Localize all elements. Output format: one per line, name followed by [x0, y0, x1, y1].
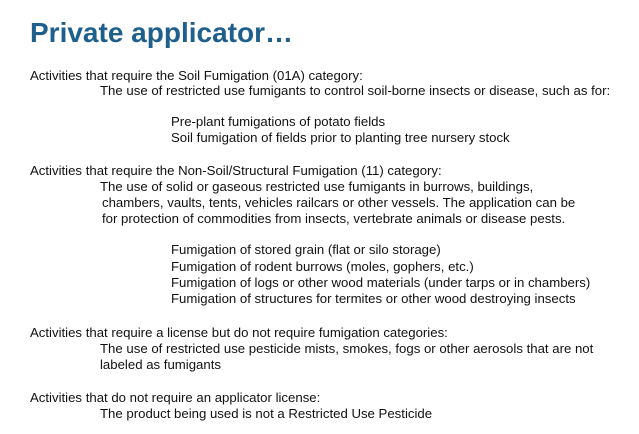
section-heading-non-soil-fumigation: Activities that require the Non-Soil/Structural Fumigation (11) category:	[30, 163, 442, 178]
section-description-line: The use of restricted use pesticide mists, smokes, fogs or other aerosols that are not	[100, 341, 594, 356]
section-heading-license-no-fumigation: Activities that require a license but do not require fumigation categories:	[30, 325, 448, 340]
list-item: Pre-plant fumigations of potato fields	[171, 114, 386, 129]
list-item: Soil fumigation of fields prior to planting tree nursery stock	[171, 130, 510, 145]
list-item: Fumigation of rodent burrows (moles, gophers, etc.)	[171, 259, 474, 274]
list-item: Fumigation of logs or other wood materials (under tarps or in chambers)	[171, 275, 591, 290]
section-heading-no-license: Activities that do not require an applicator license:	[30, 390, 321, 405]
section-description-no-license: The product being used is not a Restricted Use Pesticide	[100, 406, 433, 421]
list-item: Fumigation of stored grain (flat or silo storage)	[171, 242, 441, 257]
section-description-line: The use of solid or gaseous restricted use fumigants in burrows, buildings,	[100, 179, 534, 194]
section-description-line: for protection of commodities from insects, vertebrate animals or disease pests.	[102, 211, 566, 226]
section-description-line: chambers, vaults, tents, vehicles railcars or other vessels. The application can be	[102, 195, 576, 210]
section-heading-soil-fumigation: Activities that require the Soil Fumigation (01A) category:	[30, 68, 363, 83]
list-item: Fumigation of structures for termites or other wood destroying insects	[171, 291, 576, 306]
section-description-soil-fumigation: The use of restricted use fumigants to control soil-borne insects or disease, such as for:	[100, 83, 611, 98]
page-title: Private applicator…	[30, 17, 293, 48]
section-description-line: labeled as fumigants	[100, 357, 221, 372]
